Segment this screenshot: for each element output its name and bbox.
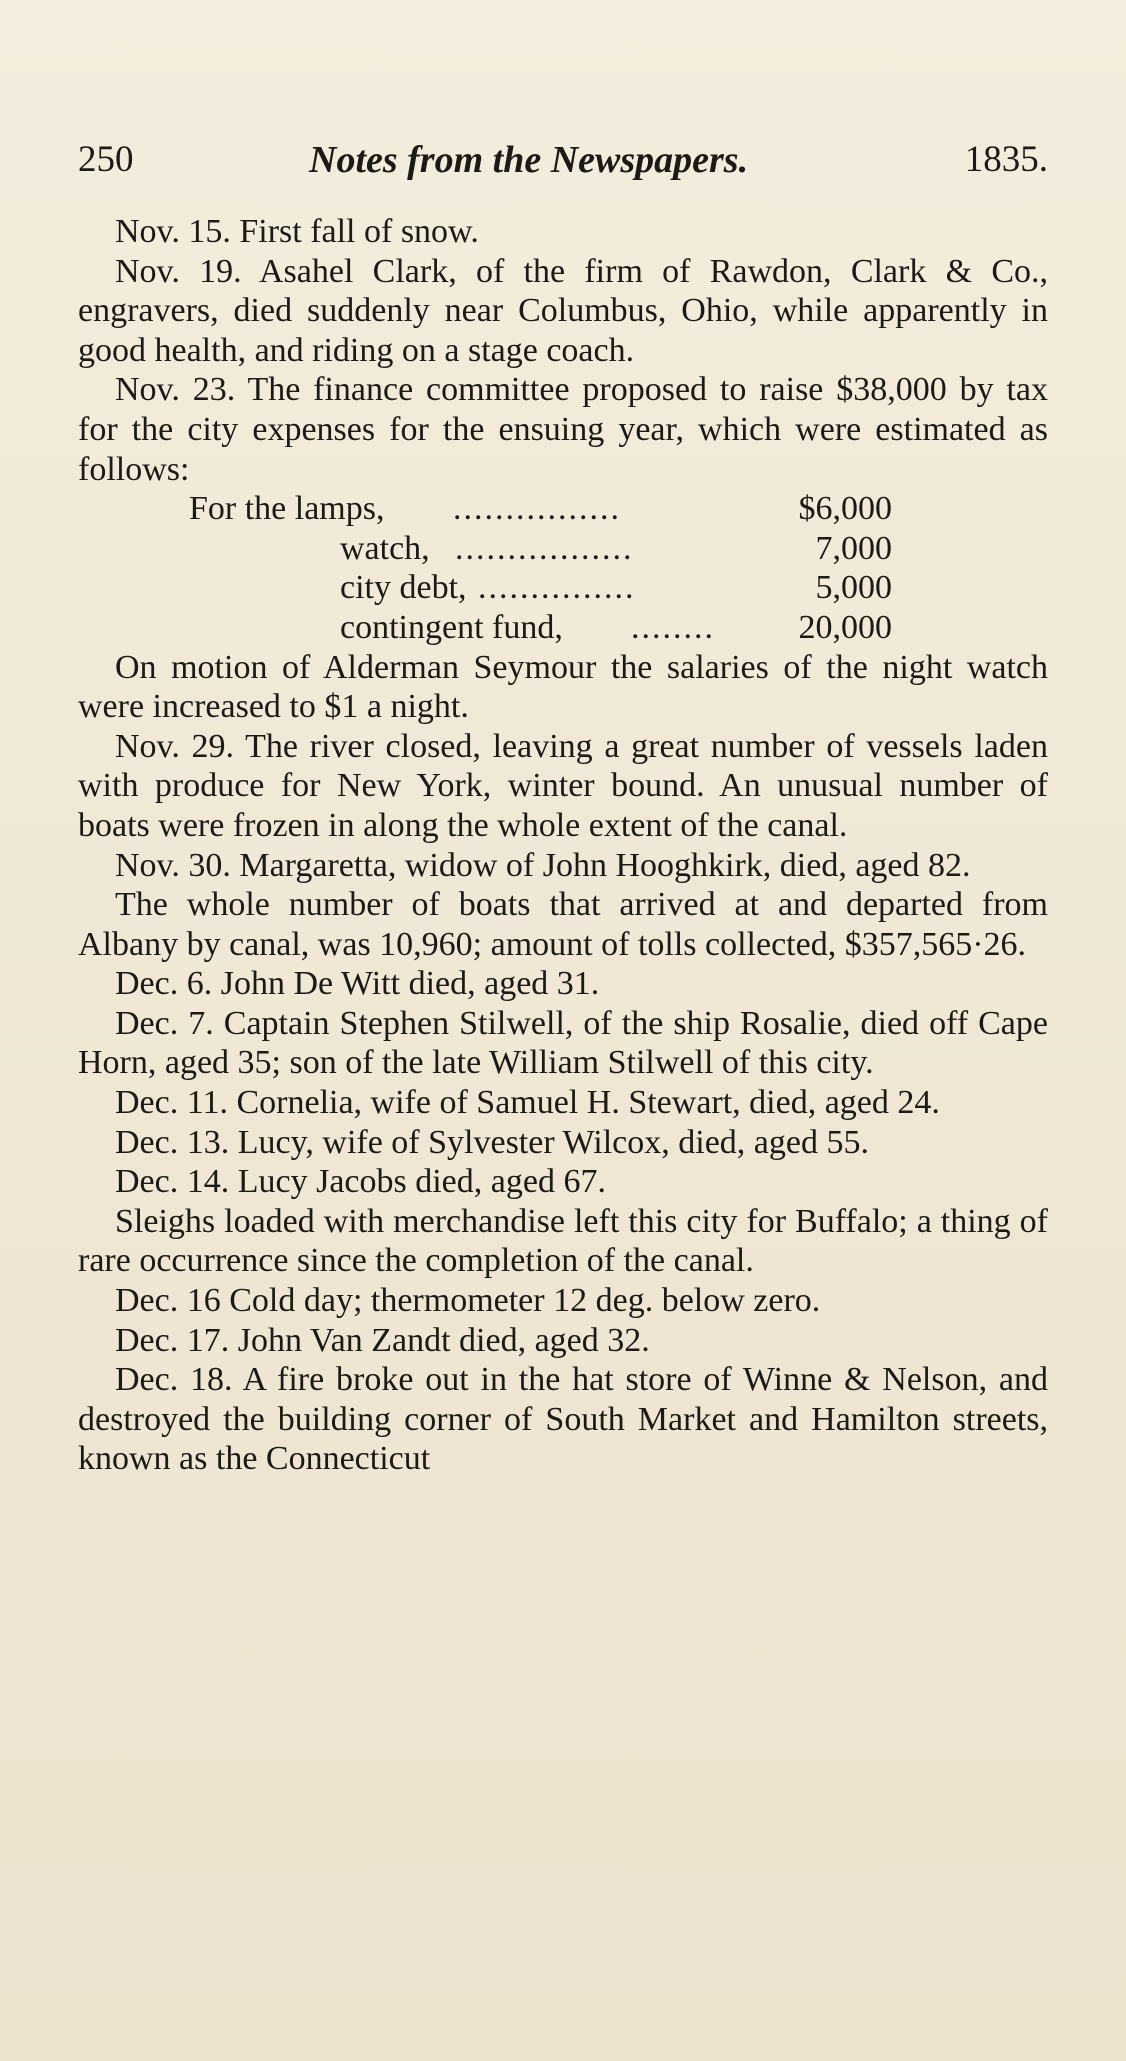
- entry-dec-18: Dec. 18. A fire broke out in the hat store of Winne & Nelson, and destroyed the building corner of South Market and Hamilton streets, known as the Connecticut: [78, 1361, 1048, 1478]
- expense-label: city debt,: [340, 569, 467, 607]
- running-title: Notes from the Newspapers.: [309, 139, 749, 181]
- page-number: 250: [78, 139, 134, 180]
- expense-row: [78, 489, 1048, 529]
- entry-dec-17: Dec. 17. John Van Zandt died, aged 32.: [115, 1321, 650, 1359]
- entry-dec-13: Dec. 13. Lucy, wife of Sylvester Wilcox, died, aged 55.: [115, 1123, 869, 1161]
- entry-sleighs: Sleighs loaded with merchandise left this city for Buffalo; a thing of rare occurrence since the completion of the canal.: [78, 1202, 1048, 1280]
- expense-amount: $6,000: [798, 490, 892, 528]
- leader-dots: ................: [453, 490, 621, 528]
- running-header: [78, 138, 1048, 188]
- leader-dots: ...............: [478, 569, 636, 607]
- entry-nov-15: Nov. 15. First fall of snow.: [115, 213, 479, 250]
- entry-canal-boats: The whole number of boats that arrived at and departed from Albany by canal, was 10,960; amount of tolls collected, $357,565·26.: [78, 886, 1048, 963]
- entry-dec-7: Dec. 7. Captain Stephen Stilwell, of the ship Rosalie, died off Cape Horn, aged 35; son of the late William Stilwell of this city.: [78, 1004, 1048, 1082]
- expense-table: [78, 489, 1048, 647]
- expense-label: For the lamps,: [189, 490, 385, 528]
- entry-nov-30: Nov. 30. Margaretta, widow of John Hooghkirk, died, aged 82.: [115, 846, 971, 884]
- expense-amount: 7,000: [815, 529, 892, 567]
- entry-dec-16: Dec. 16 Cold day; thermometer 12 deg. below zero.: [115, 1282, 821, 1320]
- leader-dots: .................: [455, 529, 634, 567]
- entry-dec-6: Dec. 6. John De Witt died, aged 31.: [115, 965, 600, 1003]
- expense-row: [78, 529, 1048, 569]
- header-year: 1835.: [964, 139, 1048, 180]
- entry-nov-29: Nov. 29. The river closed, leaving a great number of vessels laden with produce for New York, winter bound. An unusual number of boats were frozen in along the whole extent of the canal.: [78, 727, 1048, 844]
- expense-label: watch,: [340, 529, 430, 567]
- expense-label: contingent fund,: [340, 608, 563, 646]
- entry-nov-19: Nov. 19. Asahel Clark, of the firm of Rawdon, Clark & Co., engravers, died suddenly near Columbus, Ohio, while apparently in good health, and riding on a stage coach.: [78, 252, 1048, 369]
- page-body: [78, 212, 1048, 1479]
- leader-dots: ........: [631, 608, 715, 646]
- entry-dec-14: Dec. 14. Lucy Jacobs died, aged 67.: [115, 1163, 606, 1201]
- entry-nov-23: Nov. 23. The finance committee proposed to raise $38,000 by tax for the city expenses for the ensuing year, which were estimated as follows:: [78, 371, 1048, 488]
- expense-amount: 20,000: [798, 608, 892, 646]
- expense-row: [78, 608, 1048, 648]
- entry-night-watch: On motion of Alderman Seymour the salaries of the night watch were increased to $1 a night.: [78, 648, 1048, 726]
- expense-row: [78, 568, 1048, 608]
- expense-amount: 5,000: [815, 569, 892, 607]
- entry-dec-11: Dec. 11. Cornelia, wife of Samuel H. Stewart, died, aged 24.: [115, 1084, 940, 1122]
